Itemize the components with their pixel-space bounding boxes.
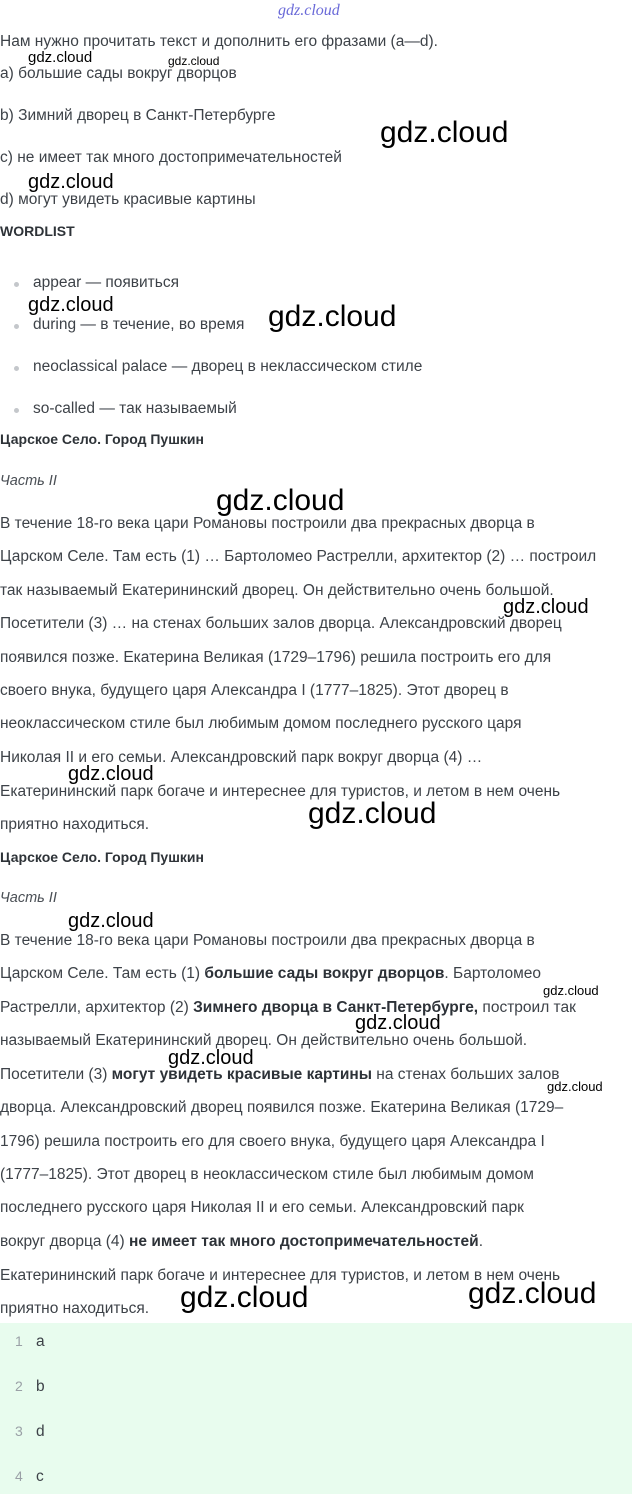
text2-line	[0, 1065, 560, 1085]
watermark: gdz.cloud	[68, 763, 154, 785]
text2-fragment: вокруг дворца (4)	[0, 1233, 130, 1250]
answer-2-fill: Зимнего дворца в Санкт-Петербурге,	[193, 999, 479, 1016]
answer-row	[0, 1378, 632, 1398]
watermark: gdz.cloud	[68, 910, 154, 932]
text2-fragment: построил так	[478, 999, 576, 1016]
answer-value: a	[36, 1333, 45, 1350]
watermark: gdz.cloud	[168, 1047, 254, 1069]
text1-line: так называемый Екатерининский дворец. Он действительно очень большой.	[0, 582, 554, 599]
text1-line: неоклассическом стиле был любимым домом последнего русского царя	[0, 715, 522, 732]
text2-part: Часть II	[0, 890, 57, 906]
answer-value: c	[36, 1468, 44, 1485]
text2-line: 1796) решила построить его для своего внука, будущего царя Александра I	[0, 1133, 545, 1150]
text2-line: называемый Екатерининский дворец. Он действительно очень большой.	[0, 1032, 528, 1049]
bullet-icon	[14, 282, 19, 287]
answer-row	[0, 1333, 632, 1353]
text2-fragment: . Бартоломео	[444, 965, 542, 982]
watermark: gdz.cloud	[380, 116, 509, 149]
bullet-icon	[14, 324, 19, 329]
text2-fragment: .	[478, 1233, 483, 1250]
watermark: gdz.cloud	[278, 2, 340, 19]
option-d: d) могут увидеть красивые картины	[0, 191, 256, 208]
text1-line: Николая II и его семьи. Александровский парк вокруг дворца (4) …	[0, 749, 483, 766]
watermark: gdz.cloud	[468, 1277, 597, 1310]
text1-line: Царском Селе. Там есть (1) … Бартоломео Растрелли, архитектор (2) … построил	[0, 548, 597, 565]
text2-line	[0, 998, 576, 1018]
watermark: gdz.cloud	[308, 797, 437, 830]
text2-fragment: Царском Селе. Там есть (1)	[0, 965, 205, 982]
answer-value: d	[36, 1423, 45, 1440]
answer-1-fill: большие сады вокруг дворцов	[204, 965, 445, 982]
answer-value: b	[36, 1378, 45, 1395]
text1-line: Екатерининский парк богаче и интереснее для туристов, и летом в нем очень	[0, 783, 561, 800]
watermark: gdz.cloud	[216, 484, 345, 517]
watermark: gdz.cloud	[543, 983, 599, 998]
text1-title: Царское Село. Город Пушкин	[0, 431, 204, 447]
text1-line: Посетители (3) … на стенах больших залов дворца. Александровский дворец	[0, 615, 562, 632]
text1-line: приятно находиться.	[0, 816, 150, 833]
text1-part: Часть II	[0, 473, 57, 489]
text2-line: Екатерининский парк богаче и интереснее для туристов, и летом в нем очень	[0, 1267, 561, 1284]
text2-fragment: Посетители (3)	[0, 1066, 112, 1083]
answer-number: 4	[15, 1468, 23, 1484]
watermark: gdz.cloud	[355, 1012, 441, 1034]
answers-panel	[0, 1323, 632, 1494]
watermark: gdz.cloud	[268, 300, 397, 333]
answer-row	[0, 1423, 632, 1443]
option-b: b) Зимний дворец в Санкт-Петербурге	[0, 107, 276, 124]
watermark: gdz.cloud	[547, 1079, 603, 1094]
watermark: gdz.cloud	[180, 1281, 309, 1314]
text2-fragment: на стенах больших залов	[371, 1066, 560, 1083]
option-a: a) большие сады вокруг дворцов	[0, 65, 237, 82]
text2-line: (1777–1825). Этот дворец в неоклассическом стиле был любимым домом	[0, 1166, 534, 1183]
answer-row	[0, 1468, 632, 1488]
text1-line: своего внука, будущего царя Александра I (1777–1825). Этот дворец в	[0, 682, 509, 699]
wordlist-item: appear — появиться	[33, 274, 179, 291]
text2-title: Царское Село. Город Пушкин	[0, 849, 204, 865]
watermark: gdz.cloud	[28, 294, 114, 316]
watermark: gdz.cloud	[28, 49, 93, 66]
wordlist-item: neoclassical palace — дворец в неклассическом стиле	[33, 358, 423, 375]
text2-fragment: Растрелли, архитектор (2)	[0, 999, 194, 1016]
watermark: gdz.cloud	[503, 596, 589, 618]
answer-4-fill: не имеет так много достопримечательностей	[129, 1233, 479, 1250]
text2-line	[0, 1232, 483, 1252]
answer-3-fill: могут увидеть красивые картины	[111, 1066, 372, 1083]
watermark: gdz.cloud	[168, 54, 220, 68]
text1-line: В течение 18-го века цари Романовы построили два прекрасных дворца в	[0, 515, 535, 532]
watermark: gdz.cloud	[28, 171, 114, 193]
task-text: Нам нужно прочитать текст и дополнить его фразами (a—d).	[0, 33, 438, 50]
text2-line	[0, 964, 541, 984]
wordlist-item: so-called — так называемый	[33, 400, 237, 417]
text2-line: последнего русского царя Николая II и его семьи. Александровский парк	[0, 1199, 524, 1216]
answer-number: 3	[15, 1423, 23, 1439]
wordlist-item: during — в течение, во время	[33, 316, 245, 333]
text2-line: В течение 18-го века цари Романовы построили два прекрасных дворца в	[0, 932, 535, 949]
text2-line: приятно находиться.	[0, 1300, 150, 1317]
bullet-icon	[14, 366, 19, 371]
answer-number: 2	[15, 1378, 23, 1394]
wordlist-heading: WORDLIST	[0, 223, 75, 239]
option-c: c) не имеет так много достопримечательностей	[0, 149, 342, 166]
text2-line: дворца. Александровский дворец появился позже. Екатерина Великая (1729–	[0, 1099, 564, 1116]
answer-number: 1	[15, 1333, 23, 1349]
text1-line: появился позже. Екатерина Великая (1729–1796) решила построить его для	[0, 649, 552, 666]
bullet-icon	[14, 408, 19, 413]
